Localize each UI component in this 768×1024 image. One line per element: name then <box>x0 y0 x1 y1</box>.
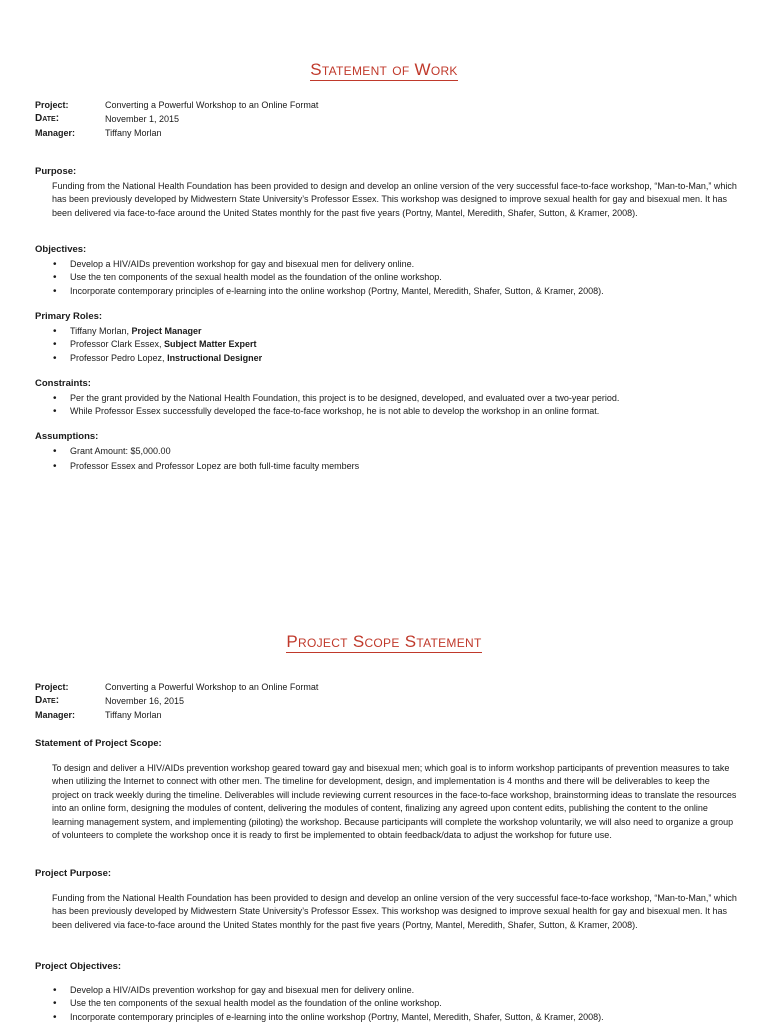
objectives-list <box>35 258 735 299</box>
pss-title: Project Scope Statement <box>286 632 482 651</box>
project-label: Project: <box>35 100 69 110</box>
role-person: Professor Pedro Lopez, <box>70 352 168 363</box>
scope-text: To design and deliver a HIV/AIDs prevention workshop geared toward gay and bisexual men; which goal is to inform workshop participants of prevention measures to take when utilizing the Internet to connect with other men. The timeline for development, design, and implementation is 4 months and there will be deliverables to keep the project on track weekly during the timeline. Deliverables will include reviewing current resources in the face-to-face workshop, brainstorming ideas to translate the resources into an online form, designing the modules of content, delivering the modules of content, finalizing any agreed upon content edits, publishing the content to the online learning management system, and implementing (piloting) the workshop. Because participants will complete the workshop voluntarily, we will also need to organize a group of volunteers to complete the workshop once it is ready to first be implemented to obtain feedback/data to adjust the workshop for future use. <box>52 762 737 840</box>
sow-objectives-section <box>35 243 735 298</box>
sow-project-row <box>35 98 318 112</box>
pss-meta <box>35 680 318 722</box>
list-item: • Incorporate contemporary principles of e-learning into the online workshop (Portny, Mantel, Meredith, Shafer, Sutton, & Kramer, 2008). <box>70 285 735 299</box>
roles-heading: Primary Roles: <box>35 311 103 322</box>
objectives-list <box>35 984 735 1024</box>
pss-scope-section <box>35 737 735 843</box>
constraints-list <box>35 392 735 419</box>
sow-roles-section <box>35 310 735 365</box>
project-label: Project: <box>35 682 69 692</box>
list-item: • Use the ten components of the sexual health model as the foundation of the online workshop. <box>70 271 735 285</box>
sow-constraints-section <box>35 377 735 419</box>
list-item: • Develop a HIV/AIDs prevention workshop for gay and bisexual men for delivery online. <box>70 984 735 998</box>
sow-assumptions-section <box>35 430 735 474</box>
sow-manager-row <box>35 126 318 140</box>
role-person: Tiffany Morlan, <box>70 325 132 336</box>
list-item: • Use the ten components of the sexual health model as the foundation of the online workshop. <box>70 997 735 1011</box>
constraints-heading: Constraints: <box>35 378 91 389</box>
role-title: Project Manager <box>131 325 202 336</box>
scope-heading: Statement of Project Scope: <box>35 738 162 749</box>
pss-project-row <box>35 680 318 694</box>
list-item <box>70 325 735 339</box>
sow-title: Statement of Work <box>310 60 458 79</box>
objectives-heading: Project Objectives: <box>35 961 122 972</box>
purpose-text: Funding from the National Health Foundation has been provided to design and develop an online version of the very successful face-to-face workshop, “Man-to-Man,” which has been previously developed by Midwestern State University’s Professor Essex. This workshop was designed to improve sexual health for gay and bisexual men. It has been delivered via face-to-face around the United States monthly for the past five years (Portny, Mantel, Meredith, Shafer, Sutton, & Kramer, 2008). <box>52 892 737 930</box>
project-value: Converting a Powerful Workshop to an Online Format <box>105 100 319 110</box>
date-label: Date: <box>35 695 60 706</box>
manager-label: Manager: <box>35 710 76 720</box>
pss-manager-row <box>35 708 318 722</box>
project-value: Converting a Powerful Workshop to an Online Format <box>105 682 319 692</box>
list-item <box>70 352 735 366</box>
list-item: • Professor Essex and Professor Lopez are both full-time faculty members <box>70 460 735 474</box>
manager-label: Manager: <box>35 128 76 138</box>
sow-meta <box>35 98 318 140</box>
role-title: Subject Matter Expert <box>164 339 257 349</box>
manager-value: Tiffany Morlan <box>105 710 162 720</box>
purpose-heading: Purpose: <box>35 166 77 177</box>
manager-value: Tiffany Morlan <box>105 128 162 138</box>
pss-date-row <box>35 694 318 708</box>
sow-purpose-section <box>35 165 735 220</box>
date-value: November 16, 2015 <box>105 696 185 706</box>
purpose-text: Funding from the National Health Foundation has been provided to design and develop an online version of the very successful face-to-face workshop, “Man-to-Man,” which has been previously developed by Midwestern State University’s Professor Essex. This workshop was designed to improve sexual health for gay and bisexual men. It has been delivered via face-to-face around the United States monthly for the past five years (Portny, Mantel, Meredith, Shafer, Sutton, & Kramer, 2008). <box>52 180 737 218</box>
sow-date-row <box>35 112 318 126</box>
role-person: Professor Clark Essex, <box>70 339 165 349</box>
date-label: Date: <box>35 113 60 124</box>
objectives-heading: Objectives: <box>35 244 87 255</box>
list-item: • Per the grant provided by the National Health Foundation, this project is to be designed, developed, and evaluated over a two-year period. <box>70 392 735 406</box>
date-value: November 1, 2015 <box>105 114 180 124</box>
assumptions-list <box>35 445 735 474</box>
list-item: • Grant Amount: $5,000.00 <box>70 445 735 459</box>
pss-purpose-section <box>35 867 735 932</box>
list-item: • While Professor Essex successfully developed the face-to-face workshop, he is not able to develop the workshop in an online format. <box>70 405 735 419</box>
role-title: Instructional Designer <box>167 352 263 363</box>
assumptions-heading: Assumptions: <box>35 431 99 442</box>
pss-objectives-section <box>35 960 735 1024</box>
list-item: • Incorporate contemporary principles of e-learning into the online workshop (Portny, Mantel, Meredith, Shafer, Sutton, & Kramer, 2008). <box>70 1011 735 1024</box>
list-item: • Develop a HIV/AIDs prevention workshop for gay and bisexual men for delivery online. <box>70 258 735 272</box>
roles-list <box>35 325 735 366</box>
list-item <box>70 338 735 352</box>
purpose-heading: Project Purpose: <box>35 868 112 879</box>
